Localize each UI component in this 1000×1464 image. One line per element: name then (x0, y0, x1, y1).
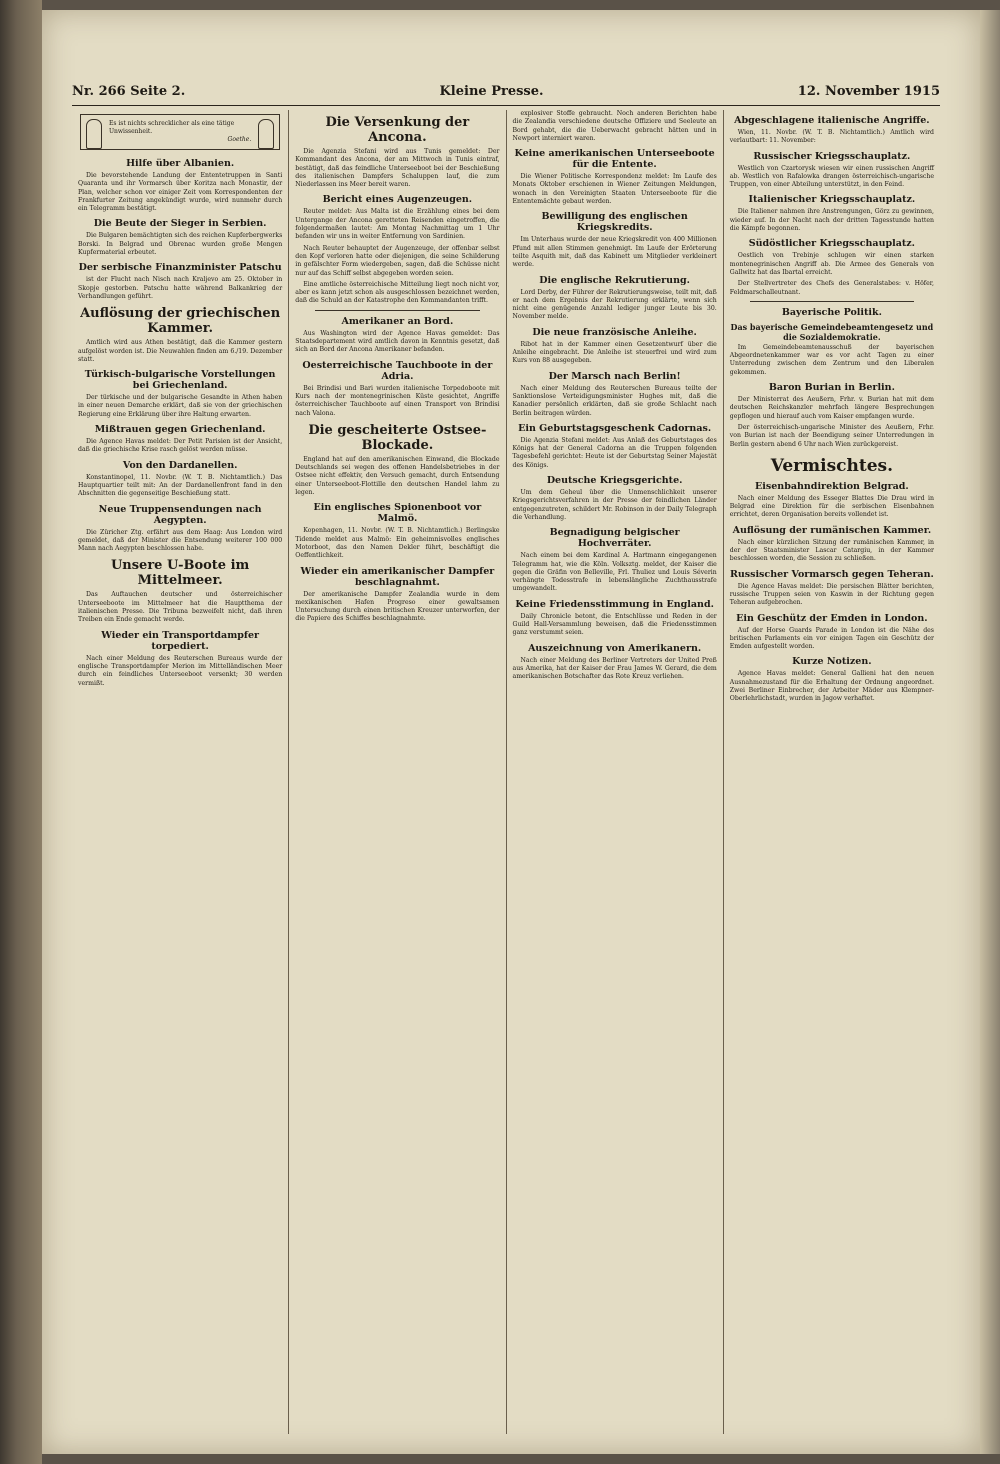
page-edge (980, 10, 1000, 1454)
article-text: Die Italiener nahmen ihre Anstrengungen, Görz zu gewinnen, wieder auf. In der Nacht nach der dritten Tagesstunde hatten die Kämpfe begonnen. (729, 208, 934, 233)
headline: Auflösung der griechischen Kammer. (80, 306, 281, 337)
headline: Ein englisches Spionenboot vor Malmö. (313, 502, 482, 525)
headline: Die Versenkung der Ancona. (325, 115, 470, 145)
headline: Der Marsch nach Berlin! (548, 370, 681, 382)
headline: Auflösung der rumänischen Kammer. (732, 524, 932, 536)
article-text: Wien, 11. Novbr. (W. T. B. Nichtamtlich.) Amtlich wird verlautbart: 11. November: (729, 129, 934, 145)
headline: Die englische Rekrutierung. (539, 274, 690, 286)
article-text: Der österreichisch-ungarische Minister des Aeußern, Frhr. von Burian ist nach der Beendigung seiner Unterredungen in Berlin gestern abend 6 Uhr nach Wien zurückgereist. (729, 423, 934, 448)
article-text: Nach Reuter behauptet der Augenzeuge, der offenbar selbst den Kopf verloren hatte oder diejenigen, die seine Schilderung in gefälschter Form wiedergeben, sagen, daß die Schüsse nicht nur auf das Schiff selbst abgegeben worden seien. (295, 244, 500, 277)
column-1 (72, 110, 289, 1434)
columns (72, 110, 940, 1434)
article-text: Agence Havas meldet: General Gallieni hat den neuen Ausnahmezustand für die Erhaltung der Ordnung angeordnet. Zwei Berliner Einbrecher, der Arbeiter Mäder aus Klempner-Oberlehrlichstadt, wurden in Jagow verhaftet. (729, 670, 934, 703)
article-text: Der Stellvertreter des Chefs des Generalstabes: v. Höfer, Feldmarschalleutnant. (729, 280, 934, 296)
headline: Türkisch-bulgarische Vorstellungen bei Griechenland. (84, 369, 276, 392)
article-text: Die Agenzia Stefani meldet: Aus Anlaß des Geburtstages des Königs hat der General Cadorna an die Truppen folgenden Tagesbefehl gerichtet: Heute ist der Geburtstag Seiner Majestät des Königs. (512, 436, 717, 469)
headline: Wieder ein Transportdampfer torpediert. (101, 629, 260, 652)
headline: Die gescheiterte Ostsee-Blockade. (308, 422, 487, 453)
divider (750, 301, 914, 302)
article-text: Nach einer kürzlichen Sitzung der rumänischen Kammer, in der der Staatsminister Lascar Catargiu, in der Kammer beschlossen worden, die Session zu schließen. (729, 538, 934, 563)
motto-box (80, 114, 280, 150)
article-text: Der Ministerrat des Aeußern, Frhr. v. Burian hat mit dem deutschen Reichskanzler mehrfach längere Besprechungen gepflogen und hierauf auch vom Kaiser empfangen wurde. (729, 396, 934, 420)
article-text: Nach einer Meldung des Reuterschen Bureaus teilte der Sanktionslose Verteidigungsminister Hughes mit, daß die Kanadier persönlich erklärten, daß sie große Schlacht nach Berlin beitragen würden. (512, 384, 717, 417)
headline: Mißtrauen gegen Griechenland. (94, 424, 266, 436)
article-text: Die Bulgaren bemächtigten sich des reichen Kupferbergwerks Borski. In Belgrad und Obrenac wurden große Mengen Kupfermaterial erbeutet. (78, 232, 283, 257)
book-spine (0, 0, 42, 1464)
article-text: Die Agenzia Stefani wird aus Tunis gemeldet: Der Kommandant des Ancona, der am Mittwoch in Tunis eintraf, bestätigt, daß das feindliche Unterseeboot bei der Beschießung des italienischen Dampfers Schaluppen lauf, die zum Niederlassen ins Meer bereit waren. (295, 148, 500, 189)
divider (315, 310, 479, 311)
ornament-icon (258, 119, 274, 149)
headline: Auszeichnung von Amerikanern. (528, 642, 702, 654)
headline: Von den Dardanellen. (122, 459, 238, 471)
article-text: Das Auftauchen deutscher und österreichischer Unterseeboote im Mittelmeer hat die Hauptthema der italienischen Presse. Die Tribuna bezweifelt nicht, daß ihren Treiben ein Ende gemacht werde. (78, 591, 283, 624)
article-text: Auf der Horse Guards Parade in London ist die Nähe des britischen Parlaments ein vor einigen Tagen ein Geschütz der Emden aufgestellt worden. (729, 626, 934, 651)
headline: Bericht eines Augenzeugen. (322, 194, 473, 206)
article-text: Lord Derby, der Führer der Rekrutierungsweise, teilt mit, daß er nach dem Ergebnis der Rekrutierung erklärte, wenn sich nicht eine genügende Anzahl lediger junger Leute bis 30. November melde. (512, 288, 717, 321)
headline: Eisenbahndirektion Belgrad. (755, 480, 909, 492)
motto-text: Es ist nichts schrecklicher als eine tätige (109, 120, 235, 127)
headline: Keine amerikanischen Unterseeboote für die Entente. (514, 148, 715, 171)
article-text: Nach einem bei dem Kardinal A. Hartmann eingegangenen Telegramm hat, wie die Köln. Volksztg. meldet, der Kaiser die gegen die Gräfin von Belleville, Frl. Thuliez und Louis Séverin verhängte Todesstrafe in lebenslängliche Zuchthausstrafe umgewandelt. (512, 552, 717, 593)
headline: Der serbische Finanzminister Patschu (78, 262, 282, 274)
headline: Keine Friedensstimmung in England. (515, 598, 714, 610)
headline: Italienischer Kriegsschauplatz. (748, 194, 916, 206)
column-4 (724, 110, 940, 1434)
article-text: ist der Flucht nach Nisch nach Kraljevo am 25. Oktober in Skopje gestorben. Patschu hatte während Balkankrieg der Verhandlungen geführt. (78, 276, 283, 300)
headline: Wieder ein amerikanischer Dampfer beschlagnahmt. (300, 565, 495, 588)
subheadline: Das bayerische Gemeindebeamtengesetz und die Sozialdemokratie. (730, 321, 934, 342)
article-text: Reuter meldet: Aus Malta ist die Erzählung eines bei dem Untergange der Ancona geretteten Reisenden eingetroffen, die folgendermaßen lautet: Am Montag Nachmittag um 1 Uhr befanden wir uns in weiter Entfernung von Sardinien. (295, 208, 500, 241)
newspaper-page (42, 10, 980, 1454)
headline: Deutsche Kriegsgerichte. (546, 475, 683, 487)
headline: Bayerische Politik. (781, 306, 882, 318)
article-text: Nach einer Meldung des Reuterschen Bureaus wurde der englische Transportdampfer Merion im Mittelländischen Meer durch ein feindliches Unterseeboot versenkt; 30 werden vermißt. (78, 654, 283, 687)
article-text: Die Wiener Politische Korrespondenz meldet: Im Laufe des Monats Oktober erschienen in Wiener Zeitungen Meldungen, wonach in den Vereinigten Staaten Unterseeboote für die Ententemächte gebaut werden. (512, 173, 717, 206)
article-text: Westlich von Czartorysk wiesen wir einen russischen Angriff ab. Westlich von Rafalowka drangen österreichisch-ungarische Truppen, von einer Abteilung unterstützt, in den Feind. (729, 164, 934, 189)
article-text: Die Agence Havas meldet: Der Petit Parisien ist der Ansicht, daß die griechische Krise rasch gelöst werden müsse. (78, 438, 283, 454)
column-2 (289, 110, 506, 1434)
headline: Unsere U-Boote im Mittelmeer. (110, 558, 250, 589)
article-text: Um dem Geheul über die Unmenschlichkeit unserer Kriegsgerichtsverfahren in der Presse der feindlichen Länder entgegenzutreten, schildert Mr. Robinson in der Daily Telegraph die Verhandlung. (512, 489, 717, 521)
article-text: England hat auf den amerikanischen Einwand, die Blockade Deutschlands sei wegen des offenen Handelsbetriebes in der Ostsee nicht effektiv, den Versuch gemacht, durch Entsendung einer Unterseeboot-Flottille den deutschen Handel lahm zu legen. (295, 455, 500, 497)
article-text: Konstantinopel, 11. Novbr. (W. T. B. Nichtamtlich.) Das Hauptquartier teilt mit: An der Dardanellenfront fand in den Abschnitten die gegenseitige Beschießung statt. (78, 473, 283, 498)
article-text: Die Züricher Ztg. erfährt aus dem Haag: Aus London wird gemeldet, daß der Minister die Entsendung weiterer 100 000 Mann nach Aegypten beschlossen habe. (78, 528, 283, 553)
motto-author: Goethe. (227, 136, 252, 143)
article-text: Der amerikanische Dampfer Zealandia wurde in dem mexikanischen Hafen Progreso einer gewaltsamen Untersuchung durch einen britischen Kreuzer unterworfen, der die Papiere des Schiffes beschlagnahmte. (295, 590, 500, 623)
headline: Neue Truppensendungen nach Aegypten. (98, 503, 262, 526)
motto-text: Unwissenheit. (109, 128, 153, 135)
article-text: Bei Brindisi und Bari wurden italienische Torpedoboote mit Kurs nach der montenegrinischen Küste gesichtet, Angriffe österreichischer Tauchboote auf einen Transport von Brindisi nach Valona. (295, 384, 500, 417)
article-text: Die bevorstehende Landung der Ententetruppen in Santi Quaranta und ihr Vormarsch über Koritza nach Monastir, der Plan, welcher schon vor einiger Zeit vom Korrespondenten der Frankfurter Zeitung angekündigt wurde, wird nunmehr durch ein Telegramm bestätigt. (78, 172, 283, 213)
headline: Ein Geburtstagsgeschenk Cadornas. (518, 422, 712, 434)
headline: Bewilligung des englischen Kriegskredits. (541, 211, 688, 234)
article-text: Im Unterhaus wurde der neue Kriegskredit von 400 Millionen Pfund mit allen Stimmen genehmigt. Im Laufe der Erörterung teilte Asquith mit, daß das Kabinett um Mitglieder verkleinert werde. (512, 236, 717, 269)
ornament-icon (86, 119, 102, 149)
article-text: Die Agence Havas meldet: Die persischen Blätter berichten, russische Truppen seien von Kaswin in der Richtung gegen Teheran aufgebrochen. (729, 582, 934, 607)
article-text: Eine amtliche österreichische Mitteilung liegt noch nicht vor, aber es kann jetzt schon als ausgeschlossen bezeichnet werden, daß die Schuld an der Katastrophe den Kommandanten trifft. (295, 280, 500, 305)
article-text: Im Gemeindebeamtenausschuß der bayerischen Abgeordnetenkammer war es vor acht Tagen zu einer Unterredung zwischen dem Zentrum und den Liberalen gekommen. (729, 343, 934, 376)
article-text: explosiver Stoffe gebraucht. Noch anderen Berichten habe die Zealandia verschiedene deutsche Offiziere und Seeleute an Bord gehabt, die die Ueberwacht gebracht hätten und in Newport interniert waren. (512, 110, 717, 142)
article-text: Der türkische und der bulgarische Gesandte in Athen haben in einer neuen Demarche erklärt, daß sie von der griechischen Regierung eine Erklärung über ihre Haltung erwarten. (78, 394, 283, 418)
article-text: Nach einer Meldung des Esseger Blattes Die Drau wird in Belgrad eine Direktion für die serbischen Eisenbahnen errichtet, deren Organisation bereits vollendet ist. (729, 494, 934, 519)
headline: Abgeschlagene italienische Angriffe. (734, 115, 930, 126)
issue-number: Nr. 266 Seite 2. (72, 83, 186, 99)
article-text: Ribot hat in der Kammer einen Gesetzentwurf über die Anleihe eingebracht. Die Anleihe ist steuerfrei und wird zum Kurs von 88 ausgegeben. (512, 340, 717, 365)
headline: Hilfe über Albanien. (126, 158, 235, 169)
headline: Russischer Kriegsschauplatz. (753, 150, 911, 162)
headline: Oesterreichische Tauchboote in der Adria. (302, 359, 493, 382)
headline: Kurze Notizen. (792, 656, 872, 668)
headline: Russischer Vormarsch gegen Teheran. (729, 568, 934, 580)
headline: Südöstlicher Kriegsschauplatz. (748, 238, 915, 250)
headline: Amerikaner an Bord. (341, 315, 454, 327)
newspaper-title: Kleine Presse. (439, 83, 544, 99)
column-3 (507, 110, 724, 1434)
page-header (72, 80, 940, 106)
article-text: Amtlich wird aus Athen bestätigt, daß die Kammer gestern aufgelöst worden ist. Die Neuwahlen finden am 6./19. Dezember statt. (78, 339, 283, 363)
article-text: Aus Washington wird der Agence Havas gemeldet: Das Staatsdepartement wird amtlich davon in Kenntnis gesetzt, daß sich an Bord der Ancona Amerikaner befanden. (295, 329, 500, 354)
article-text: Kopenhagen, 11. Novbr. (W. T. B. Nichtamtlich.) Berlingske Tidende meldet aus Malmö: Ein geheimnisvolles englisches Motorboot, das den Namen Dekler führt, beschäftigt die Oeffentlichkeit. (295, 527, 500, 560)
headline: Die Beute der Sieger in Serbien. (93, 218, 267, 230)
article-text: Nach einer Meldung des Berliner Vertreters der United Preß aus Amerika, hat der Kaiser der Frau James W. Gerard, die dem amerikanischen Botschafter das Rote Kreuz verliehen. (512, 656, 717, 681)
article-text: Oestlich von Trebinje schlugen wir einen starken montenegrinischen Angriff ab. Die Armee des Generals von Gallwitz hat das Ibartal erreicht. (729, 252, 934, 276)
issue-date: 12. November 1915 (797, 83, 940, 99)
section-headline: Vermischtes. (770, 455, 894, 476)
article-text: Daily Chronicle betont, die Entschlüsse und Reden in der Guild Hall-Versammlung beweisen, daß die Friedensstimmen ganz verstummt seien. (512, 612, 717, 637)
headline: Die neue französische Anleihe. (532, 326, 697, 338)
headline: Baron Burian in Berlin. (768, 382, 895, 394)
headline: Ein Geschütz der Emden in London. (736, 612, 928, 624)
headline: Begnadigung belgischer Hochverräter. (549, 527, 680, 550)
